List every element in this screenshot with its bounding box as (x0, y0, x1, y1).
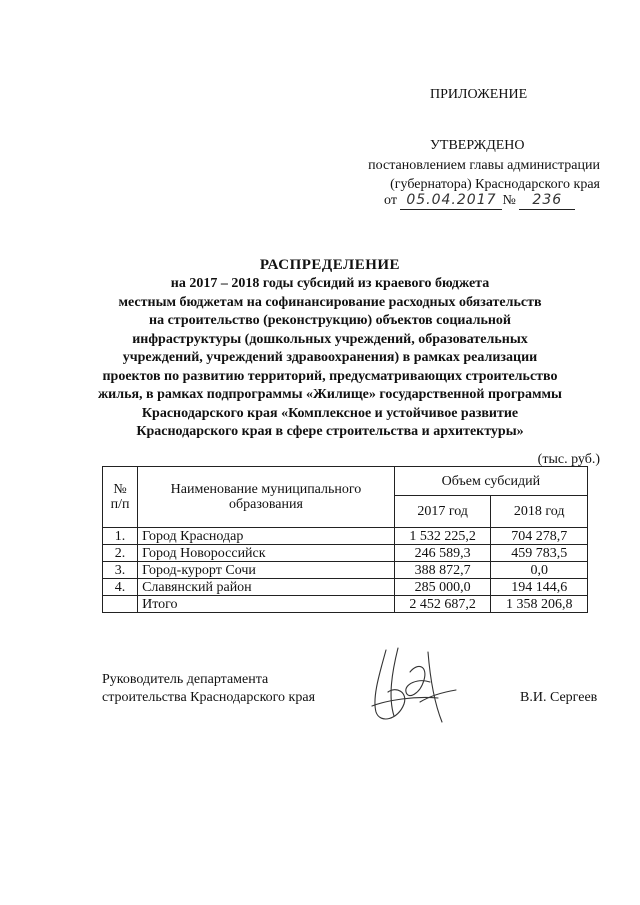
table-header-row (103, 467, 588, 496)
row-2017: 1 532 225,2 (394, 528, 491, 545)
signer-name: В.И. Сергеев (520, 690, 598, 705)
title-line: Краснодарского края «Комплексное и устойчивое развитие (141, 405, 519, 421)
handwritten-signature (358, 642, 468, 732)
row-number: 4. (103, 579, 138, 596)
units-label: (тыс. руб.) (537, 452, 600, 467)
row-2017: 285 000,0 (394, 579, 491, 596)
row-2018: 704 278,7 (491, 528, 588, 545)
title-line: проектов по развитию территорий, предусматривающих строительство (102, 368, 558, 384)
col-group-header: Объем субсидий (394, 467, 587, 496)
row-2017: 246 589,3 (394, 545, 491, 562)
title-line: Краснодарского края в сфере строительства и архитектуры» (136, 424, 524, 439)
decree-line-2: (губернатора) Краснодарского края (390, 177, 600, 192)
signer-role-line-2: строительства Краснодарского края (102, 690, 316, 705)
signer-role-line-1: Руководитель департамента (102, 672, 269, 687)
title-line: на строительство (реконструкцию) объектов социальной (149, 313, 511, 328)
row-name: Город-курорт Сочи (138, 562, 395, 579)
date-prefix: от (384, 193, 397, 208)
approved-label: УТВЕРЖДЕНО (430, 138, 525, 153)
table-row (103, 545, 588, 562)
decree-date-number (384, 192, 575, 210)
document-title (60, 255, 600, 442)
title-line: учреждений, учреждений здравоохранения) в рамках реализации (122, 350, 538, 365)
table-total-row (103, 596, 588, 613)
col-name-header: Наименование муниципального образования (138, 467, 395, 528)
table-row (103, 528, 588, 545)
table-row (103, 562, 588, 579)
subsidies-table (102, 466, 588, 613)
total-number (103, 596, 138, 613)
total-2017: 2 452 687,2 (394, 596, 491, 613)
row-name: Город Краснодар (138, 528, 395, 545)
row-number: 3. (103, 562, 138, 579)
decree-number: 236 (519, 192, 575, 210)
total-name: Итого (138, 596, 395, 613)
decree-date: 05.04.2017 (400, 192, 502, 210)
appendix-label: ПРИЛОЖЕНИЕ (430, 87, 528, 102)
row-2018: 0,0 (491, 562, 588, 579)
row-2018: 459 783,5 (491, 545, 588, 562)
row-number: 1. (103, 528, 138, 545)
row-2017: 388 872,7 (394, 562, 491, 579)
row-number: 2. (103, 545, 138, 562)
row-2018: 194 144,6 (491, 579, 588, 596)
title-line: инфраструктуры (дошкольных учреждений, образовательных (132, 331, 528, 347)
row-name: Город Новороссийск (138, 545, 395, 562)
title-line: на 2017 – 2018 годы субсидий из краевого бюджета (170, 276, 490, 291)
col-2017-header: 2017 год (394, 496, 491, 528)
title-line: местным бюджетам на софинансирование расходных обязательств (118, 294, 542, 310)
table-row (103, 579, 588, 596)
number-prefix: № (502, 193, 516, 208)
col-2018-header: 2018 год (491, 496, 588, 528)
col-number-header: № п/п (103, 467, 138, 528)
decree-line-1: постановлением главы администрации (368, 158, 600, 173)
title-heading: РАСПРЕДЕЛЕНИЕ (259, 257, 401, 273)
title-line: жилья, в рамках подпрограммы «Жилище» государственной программы (98, 387, 562, 402)
row-name: Славянский район (138, 579, 395, 596)
total-2018: 1 358 206,8 (491, 596, 588, 613)
